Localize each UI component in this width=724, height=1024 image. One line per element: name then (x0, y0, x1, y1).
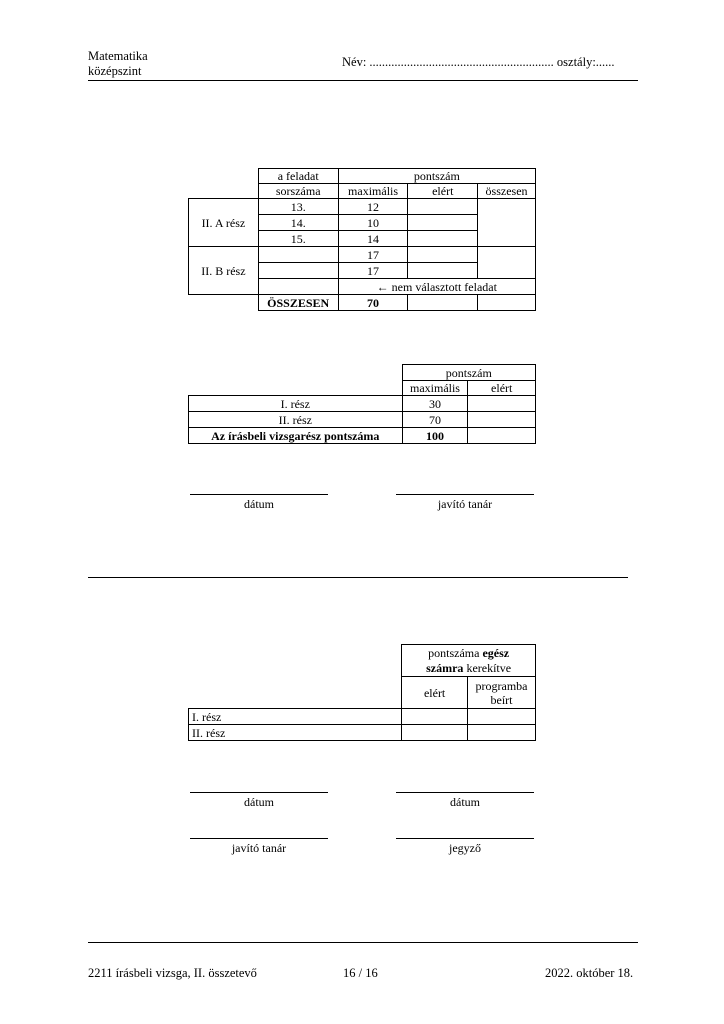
task-cell[interactable] (258, 263, 338, 279)
footer-rule (88, 942, 638, 943)
program-cell[interactable] (468, 709, 536, 725)
earned-cell[interactable] (402, 709, 468, 725)
points-header: pontszám (338, 169, 535, 184)
exam-total-max: 100 (402, 428, 468, 444)
rounded-score-table (188, 644, 536, 741)
part-b-total-cell[interactable] (478, 247, 536, 279)
date-signature-line[interactable] (396, 792, 534, 793)
teacher-label: javító tanár (437, 497, 493, 511)
part-label: II. rész (189, 412, 403, 428)
subject-level: középszint (88, 64, 142, 78)
earned-cell[interactable] (402, 725, 468, 741)
part-label: I. rész (189, 396, 403, 412)
earned-cell[interactable] (408, 263, 478, 279)
footer-page-number: 16 / 16 (343, 966, 378, 980)
written-exam-score-table (188, 364, 536, 444)
date-label: dátum (244, 795, 274, 809)
max-cell: 17 (338, 263, 408, 279)
earned-header: elért (402, 677, 468, 709)
teacher-label: javító tanár (231, 841, 287, 855)
part-a-total-cell[interactable] (478, 199, 536, 247)
date-signature-line[interactable] (190, 494, 328, 495)
earned-cell[interactable] (408, 199, 478, 215)
earned-header: elért (408, 184, 478, 199)
footer-date: 2022. október 18. (545, 966, 634, 980)
earned-header: elért (468, 381, 536, 396)
rounded-points-header: pontszáma egész számra kerekítve (402, 645, 536, 677)
teacher-signature-line[interactable] (190, 838, 328, 839)
section-divider (88, 577, 628, 578)
max-cell: 70 (402, 412, 468, 428)
part-b-label: II. B rész (189, 247, 259, 295)
date-label: dátum (244, 497, 274, 511)
name-class-field: Név: ........................................................... osztály:...... (342, 55, 615, 69)
date-signature-line[interactable] (190, 792, 328, 793)
max-cell: 30 (402, 396, 468, 412)
not-chosen-note: ← nem választott feladat (338, 279, 535, 295)
subject-title: Matematika (88, 49, 148, 63)
max-cell: 14 (338, 231, 408, 247)
task-number-header-1: a feladat (258, 169, 338, 184)
header-rule (88, 80, 638, 81)
notary-signature-line[interactable] (396, 838, 534, 839)
earned-cell[interactable] (408, 215, 478, 231)
earned-cell[interactable] (408, 247, 478, 263)
not-chosen-task-cell[interactable] (258, 279, 338, 295)
grand-total-label: ÖSSZESEN (258, 295, 338, 311)
earned-cell[interactable] (468, 396, 536, 412)
total-header: összesen (478, 184, 536, 199)
footer-exam: 2211 írásbeli vizsga, II. összetevő (88, 966, 257, 980)
grand-total-sum[interactable] (478, 295, 536, 311)
task-cell[interactable] (258, 247, 338, 263)
part-label: I. rész (189, 709, 402, 725)
exam-total-label: Az írásbeli vizsgarész pontszáma (189, 428, 403, 444)
max-cell: 10 (338, 215, 408, 231)
task-number-header-2: sorszáma (258, 184, 338, 199)
teacher-signature-line[interactable] (396, 494, 534, 495)
max-cell: 12 (338, 199, 408, 215)
program-entered-header: programba beírt (468, 677, 536, 709)
task-cell: 15. (258, 231, 338, 247)
part-label: II. rész (189, 725, 402, 741)
header-subject (88, 49, 148, 79)
exam-total-earned[interactable] (468, 428, 536, 444)
program-cell[interactable] (468, 725, 536, 741)
max-header: maximális (338, 184, 408, 199)
max-header: maximális (402, 381, 468, 396)
points-header: pontszám (402, 365, 535, 381)
part-two-score-table (188, 168, 536, 311)
grand-total-max: 70 (338, 295, 408, 311)
task-cell: 14. (258, 215, 338, 231)
date-label: dátum (450, 795, 480, 809)
notary-label: jegyző (449, 841, 481, 855)
max-cell: 17 (338, 247, 408, 263)
part-a-label: II. A rész (189, 199, 259, 247)
grand-total-earned[interactable] (408, 295, 478, 311)
earned-cell[interactable] (468, 412, 536, 428)
earned-cell[interactable] (408, 231, 478, 247)
task-cell: 13. (258, 199, 338, 215)
